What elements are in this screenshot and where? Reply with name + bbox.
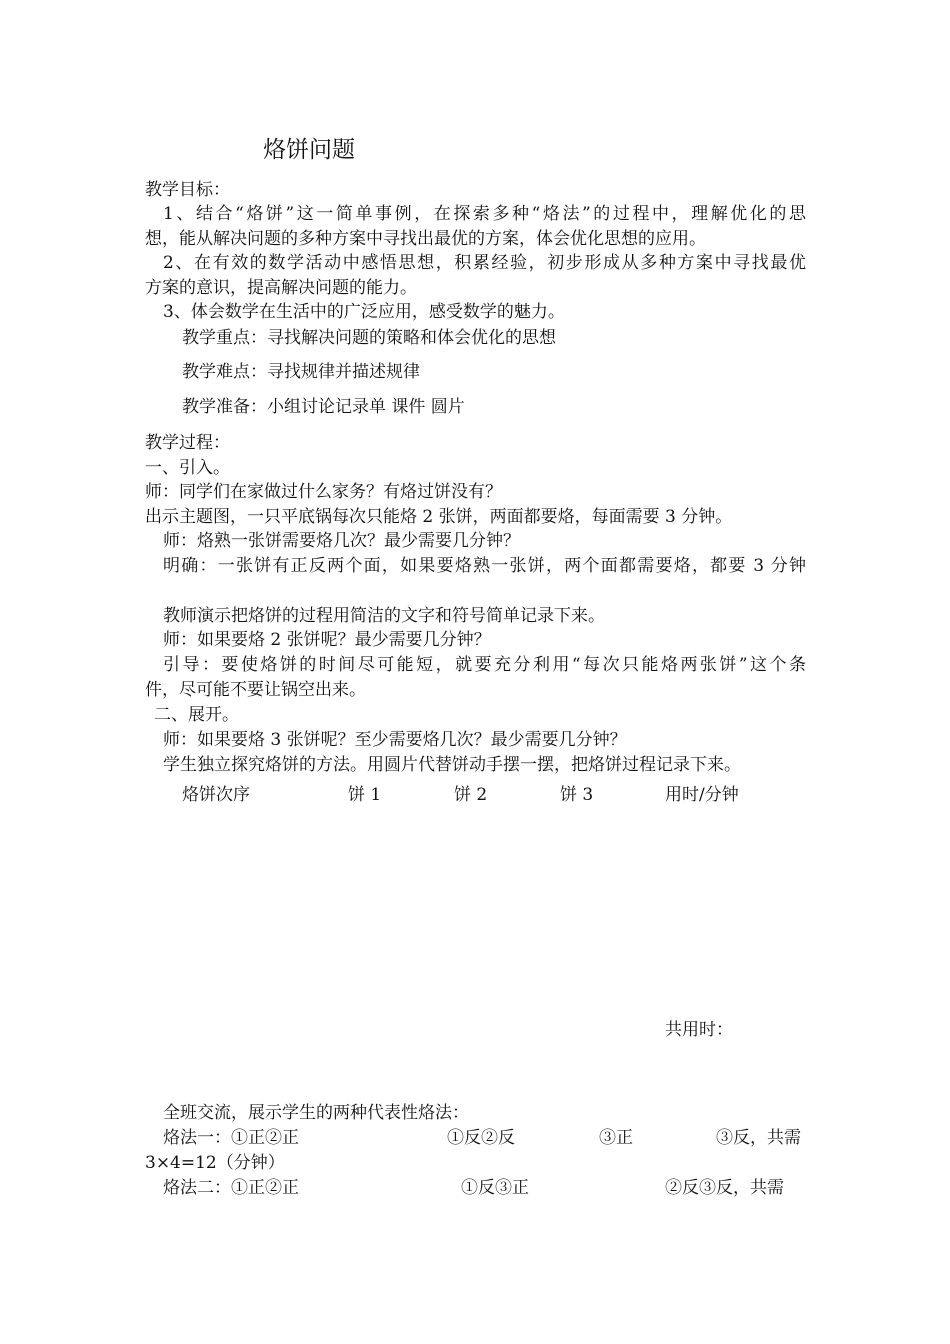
method-1-step-1: 烙法一：①正②正 [163,1128,299,1148]
method-1-step-4: ③反，共需 [716,1128,801,1148]
part-2-heading: 二、展开。 [154,705,239,725]
difficulty: 教学难点：寻找规律并描述规律 [182,362,420,382]
method-2-step-1: 烙法二：①正②正 [163,1178,299,1198]
method-1-result: 3×4=12（分钟） [145,1153,285,1173]
objectives-heading: 教学目标： [145,180,230,200]
process-line-7b: 件，尽可能不要让锅空出来。 [145,680,366,700]
preparation: 教学准备：小组讨论记录单 课件 圆片 [182,397,465,417]
document-title: 烙饼问题 [263,137,355,163]
process-line-2: 出示主题图，一只平底锅每次只能烙 2 张饼，两面都要烙，每面需要 3 分钟。 [145,507,733,527]
table-header-time: 用时/分钟 [665,785,739,805]
process-line-9: 学生独立探究烙饼的方法。用圆片代替饼动手摆一摆，把烙饼过程记录下来。 [163,755,741,775]
method-2-step-3: ②反③反，共需 [665,1178,784,1198]
process-line-8: 师：如果要烙 3 张饼呢？至少需要烙几次？最少需要几分钟？ [163,730,627,750]
process-line-6: 师：如果要烙 2 张饼呢？最少需要几分钟？ [163,630,491,650]
table-header-cake-1: 饼 1 [348,785,382,805]
objective-2-line-2: 方案的意识，提高解决问题的能力。 [145,278,417,298]
process-line-7a: 引导：要使烙饼的时间尽可能短，就要充分利用“每次只能烙两张饼”这个条 [163,655,806,675]
total-time-label: 共用时： [665,1020,733,1040]
method-1-step-3: ③正 [599,1128,633,1148]
part-1-heading: 一、引入。 [145,458,230,478]
method-2-step-2: ①反③正 [461,1178,529,1198]
process-line-1: 师：同学们在家做过什么家务？有烙过饼没有？ [145,482,502,502]
process-line-5: 教师演示把烙饼的过程用简洁的文字和符号简单记录下来。 [163,606,605,626]
key-point: 教学重点：寻找解决问题的策略和体会优化的思想 [182,328,556,348]
table-header-cake-2: 饼 2 [454,785,488,805]
objective-1-line-1: 1、结合“烙饼”这一简单事例，在探索多种“烙法”的过程中，理解优化的思 [163,204,806,224]
process-line-3: 师：烙熟一张饼需要烙几次？最少需要几分钟？ [163,531,520,551]
method-1-step-2: ①反②反 [447,1128,515,1148]
objective-1-line-2: 想，能从解决问题的多种方案中寻找出最优的方案，体会优化思想的应用。 [145,229,706,249]
objective-3: 3、体会数学在生活中的广泛应用，感受数学的魅力。 [163,302,565,322]
process-line-4: 明确：一张饼有正反两个面，如果要烙熟一张饼，两个面都需要烙，都要 3 分钟 [163,556,806,576]
summary-intro: 全班交流，展示学生的两种代表性烙法： [163,1103,469,1123]
table-header-cake-3: 饼 3 [560,785,594,805]
table-header-order: 烙饼次序 [182,785,250,805]
process-heading: 教学过程： [145,433,230,453]
objective-2-line-1: 2、在有效的数学活动中感悟思想，积累经验，初步形成从多种方案中寻找最优 [163,253,806,273]
